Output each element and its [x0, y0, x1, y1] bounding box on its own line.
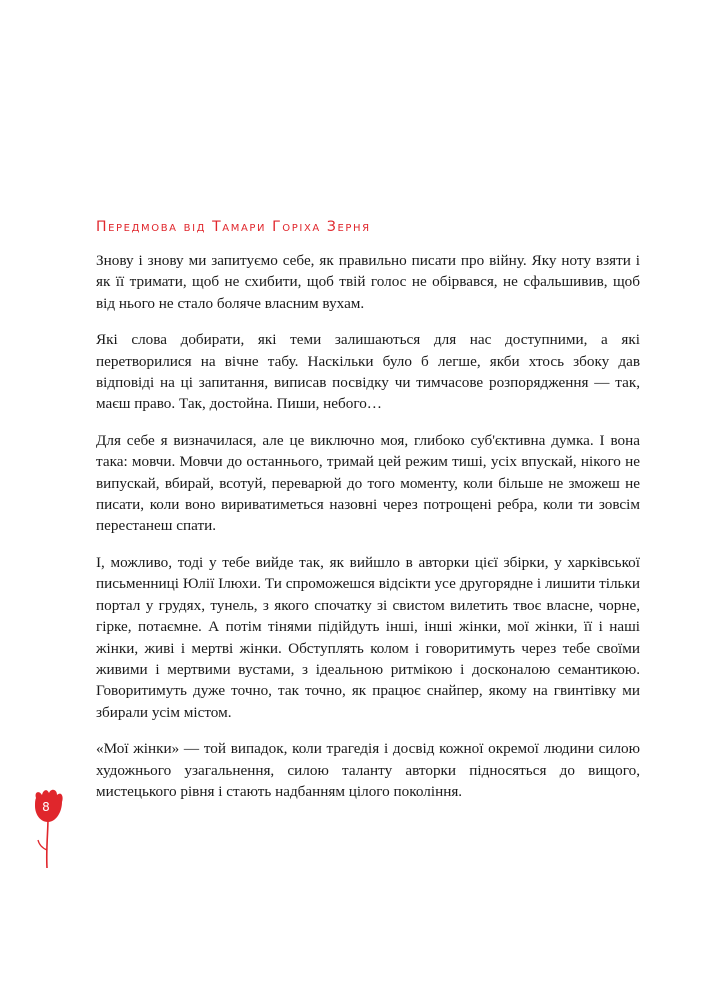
paragraph: Які слова добирати, які теми залишаються для нас доступними, а які перетворилися на вічне табу. Наскільки було б легше, якби хтось збоку дав відповіді на ці запитання, виписав посвідку чи тимчасове розпорядження — так, маєш право. Так, достойна. Пиши, небого… [96, 331, 640, 413]
paragraph: «Мої жінки» — той випадок, коли трагедія і досвід кожної окремої людини силою художнього узагальнення, силою таланту авторки підносяться до вищого, мистецького рівня і стають надбанням цілого покоління. [96, 740, 640, 800]
body-text [96, 250, 640, 817]
page-number: 8 [42, 800, 50, 814]
paragraph: Для себе я визначилася, але це виключно моя, глибоко суб'єктивна думка. І вона така: мовчи. Мовчи до останнього, тримай цей режим тиші, усіх впускай, нікого не випускай, вбирай, всотуй, переварюй до того моменту, коли більше не зможеш не писати, коли воно вириватиметься назовні через потрощені ребра, коли ти зовсім перестанеш спати. [96, 431, 640, 535]
paragraph: Знову і знову ми запитуємо себе, як правильно писати про війну. Яку ноту взяти і як її тримати, щоб не схибити, щоб твій голос не обірвався, не сфальшивив, щоб від нього не стало боляче власним вухам. [96, 252, 640, 312]
chapter-heading: Передмова від Тамари Горіха Зерня [96, 219, 371, 235]
paragraph: І, можливо, тоді у тебе вийде так, як вийшло в авторки цієї збірки, у харківської письменниці Юлії Ілюхи. Ти спроможешся відсікти усе другорядне і лишити тільки портал у грудях, тунель, з якого спочатку зі свистом вилетить твоє власне, чорне, гірке, потаємне. А потім тінями підійдуть інші, інші жінки, мої жінки, її і наші жінки, живі і мертві жінки. Обступлять колом і говоритимуть через тебе своїми живими і мертвими вустами, з ідеальною ритмікою і досконалою семантикою. Говоритимуть дуже точно, так точно, як працює снайпер, якому на гвинтівку ми збирали усім містом. [96, 553, 640, 721]
